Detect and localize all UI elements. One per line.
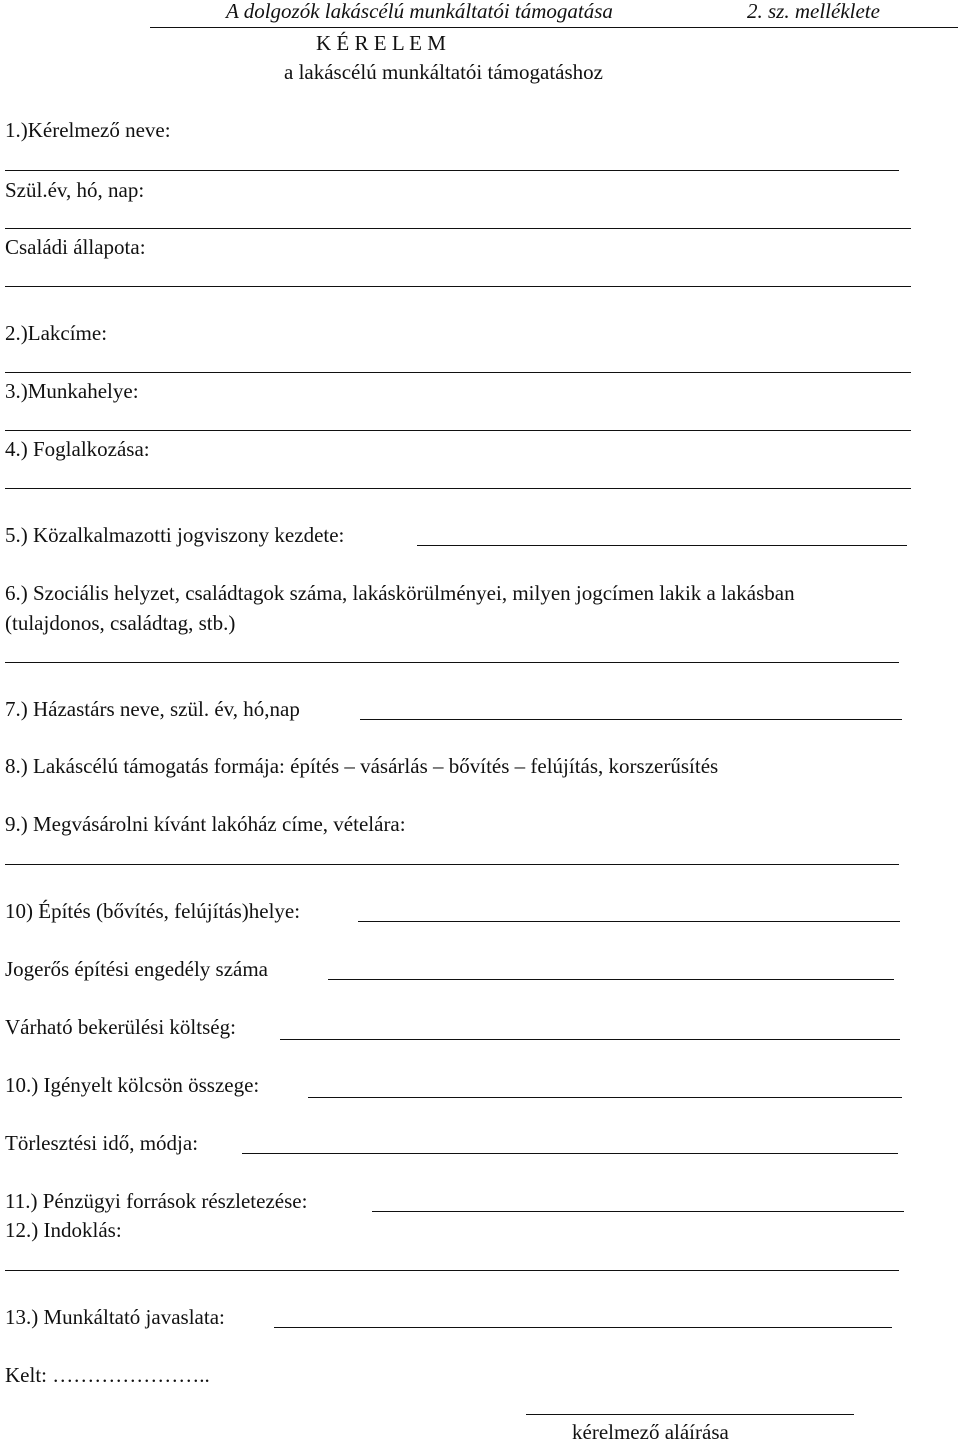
construction-place-field[interactable]	[358, 921, 900, 922]
loan-amount-label: 10.) Igényelt kölcsön összege:	[5, 1073, 260, 1097]
purchase-address-label: 9.) Megvásárolni kívánt lakóház címe, vételára:	[5, 812, 406, 836]
construction-place-label: 10) Építés (bővítés, felújítás)helye:	[5, 899, 301, 923]
family-status-field[interactable]	[5, 286, 911, 287]
repayment-field[interactable]	[242, 1153, 898, 1154]
family-status-label: Családi állapota:	[5, 235, 146, 259]
employer-proposal-field[interactable]	[274, 1327, 892, 1328]
permit-number-field[interactable]	[328, 979, 894, 980]
applicant-name-label: 1.)Kérelmező neve:	[5, 118, 171, 142]
spouse-field[interactable]	[360, 719, 902, 720]
social-situation-label-cont: (tulajdonos, családtag, stb.)	[5, 611, 236, 635]
occupation-field[interactable]	[5, 488, 911, 489]
document-title: A dolgozók lakáscélú munkáltatói támogatása	[226, 0, 613, 23]
support-form-label: 8.) Lakáscélú támogatás formája: építés – vásárlás – bővítés – felújítás, korszerűsítés	[5, 754, 719, 778]
financial-sources-label: 11.) Pénzügyi források részletezése:	[5, 1189, 308, 1213]
workplace-label: 3.)Munkahelye:	[5, 379, 139, 403]
justification-field[interactable]	[5, 1270, 899, 1271]
permit-number-label: Jogerős építési engedély száma	[5, 957, 268, 981]
annex-label: 2. sz. melléklete	[747, 0, 880, 23]
loan-amount-field[interactable]	[308, 1097, 902, 1098]
repayment-label: Törlesztési idő, módja:	[5, 1131, 199, 1155]
employment-start-field[interactable]	[417, 545, 907, 546]
header-rule	[150, 27, 958, 28]
social-situation-field[interactable]	[5, 662, 899, 663]
expected-cost-label: Várható bekerülési költség:	[5, 1015, 236, 1039]
financial-sources-field[interactable]	[372, 1211, 904, 1212]
justification-label: 12.) Indoklás:	[5, 1218, 122, 1242]
spouse-label: 7.) Házastárs neve, szül. év, hó,nap	[5, 697, 300, 721]
date-label[interactable]: Kelt: …………………..	[5, 1363, 210, 1387]
employment-start-label: 5.) Közalkalmazotti jogviszony kezdete:	[5, 523, 345, 547]
form-subtitle: a lakáscélú munkáltatói támogatáshoz	[284, 60, 603, 84]
form-title: K É R E L E M	[316, 31, 446, 55]
applicant-name-field[interactable]	[5, 170, 899, 171]
address-field[interactable]	[5, 372, 911, 373]
purchase-address-field[interactable]	[5, 864, 899, 865]
social-situation-label: 6.) Szociális helyzet, családtagok száma, lakáskörülményei, milyen jogcímen lakik a lakásban	[5, 581, 795, 605]
address-label: 2.)Lakcíme:	[5, 321, 108, 345]
employer-proposal-label: 13.) Munkáltató javaslata:	[5, 1305, 225, 1329]
signature-label: kérelmező aláírása	[572, 1420, 729, 1444]
birth-date-field[interactable]	[5, 228, 911, 229]
workplace-field[interactable]	[5, 430, 911, 431]
birth-date-label: Szül.év, hó, nap:	[5, 178, 145, 202]
occupation-label: 4.) Foglalkozása:	[5, 437, 150, 461]
signature-line[interactable]	[526, 1414, 854, 1415]
expected-cost-field[interactable]	[280, 1039, 900, 1040]
